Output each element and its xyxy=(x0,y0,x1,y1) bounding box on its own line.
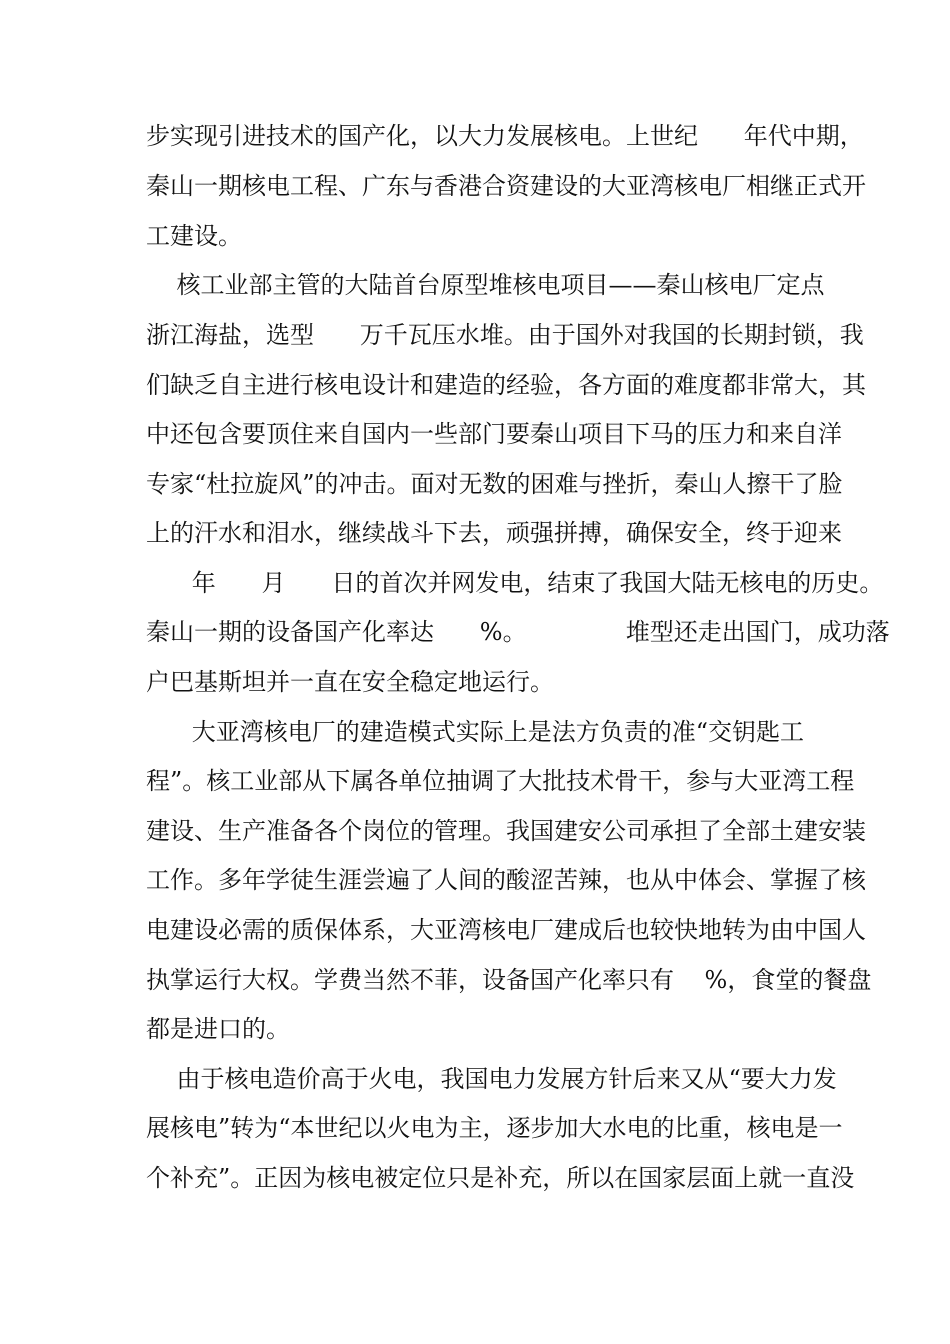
text-line: 年 月 日的首次并网发电，结束了我国大陆无核电的历史。 xyxy=(146,569,884,597)
text-line: 工作。多年学徒生涯尝遍了人间的酸涩苦辣，也从中体会、掌握了核 xyxy=(146,866,866,894)
text-line: 核工业部主管的大陆首台原型堆核电项目——秦山核电厂定点 xyxy=(146,271,825,299)
text-line: 建设、生产准备各个岗位的管理。我国建安公司承担了全部土建安装 xyxy=(146,817,866,845)
text-line: 户巴基斯坦并一直在安全稳定地运行。 xyxy=(146,668,554,696)
text-line: 个补充”。正因为核电被定位只是补充，所以在国家层面上就一直没 xyxy=(146,1164,855,1192)
text-line: 程”。核工业部从下属各单位抽调了大批技术骨干，参与大亚湾工程 xyxy=(146,767,855,795)
text-line: 上的汗水和泪水，继续战斗下去，顽强拼搏，确保安全，终于迎来 xyxy=(146,519,842,547)
text-line: 秦山一期核电工程、广东与香港合资建设的大亚湾核电厂相继正式开 xyxy=(146,172,866,200)
text-line: 执掌运行大权。学费当然不菲，设备国产化率只有 %，食堂的餐盘 xyxy=(146,966,872,994)
text-line: 步实现引进技术的国产化，以大力发展核电。上世纪 年代中期， xyxy=(146,122,864,150)
text-line: 浙江海盐，选型 万千瓦压水堆。由于国外对我国的长期封锁，我 xyxy=(146,321,864,349)
text-line: 由于核电造价高于火电，我国电力发展方针后来又从“要大力发 xyxy=(146,1065,837,1093)
text-line: 展核电”转为“本世纪以火电为主，逐步加大水电的比重，核电是一 xyxy=(146,1114,843,1142)
text-line: 大亚湾核电厂的建造模式实际上是法方负责的准“交钥匙工 xyxy=(146,718,805,746)
text-line: 们缺乏自主进行核电设计和建造的经验，各方面的难度都非常大，其 xyxy=(146,371,866,399)
text-line: 专家“杜拉旋风”的冲击。面对无数的困难与挫折，秦山人擦干了脸 xyxy=(146,470,843,498)
text-line: 秦山一期的设备国产化率达 %。 堆型还走出国门，成功落 xyxy=(146,618,890,646)
text-line: 工建设。 xyxy=(146,222,242,250)
text-line: 都是进口的。 xyxy=(146,1015,290,1043)
text-line: 电建设必需的质保体系，大亚湾核电厂建成后也较快地转为由中国人 xyxy=(146,916,866,944)
text-line: 中还包含要顶住来自国内一些部门要秦山项目下马的压力和来自洋 xyxy=(146,420,842,448)
